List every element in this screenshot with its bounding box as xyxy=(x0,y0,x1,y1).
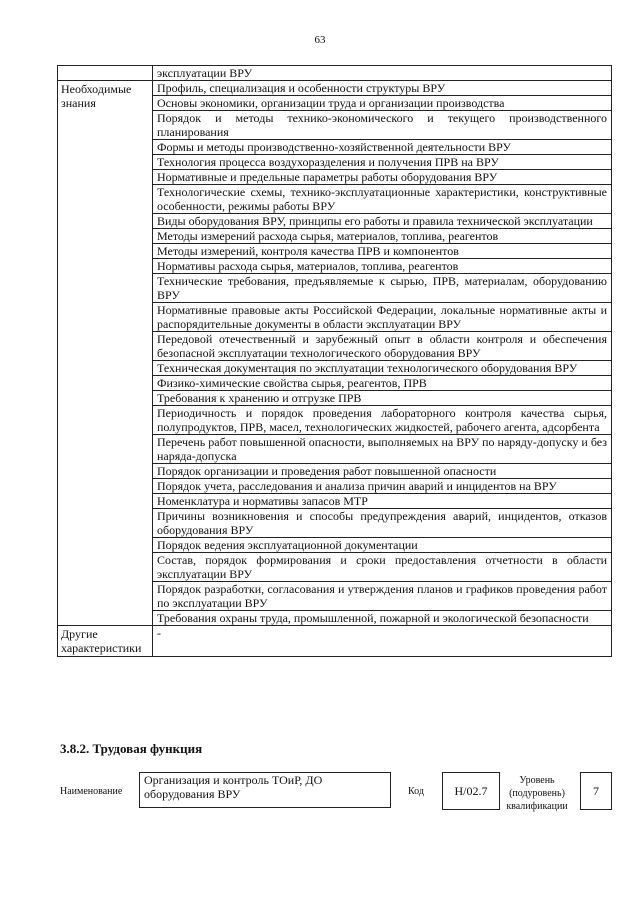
other-characteristics-row xyxy=(58,626,612,657)
knowledge-item: Профиль, специализация и особенности структуры ВРУ xyxy=(153,81,612,96)
function-name-value: Организация и контроль ТОиР, ДО оборудования ВРУ xyxy=(144,773,323,801)
knowledge-row xyxy=(58,81,612,96)
knowledge-item: Состав, порядок формирования и сроки предоставления отчетности в области эксплуатации ВРУ xyxy=(153,553,612,582)
knowledge-item: Технология процесса воздухоразделения и получения ПРВ на ВРУ xyxy=(153,155,612,170)
name-label: Наименование xyxy=(60,786,123,797)
knowledge-item: Порядок учета, расследования и анализа причин аварий и инцидентов на ВРУ xyxy=(153,479,612,494)
knowledge-label: Необходимые знания xyxy=(58,81,153,626)
code-label: Код xyxy=(408,786,424,797)
continuation-row xyxy=(58,66,612,81)
knowledge-item: Требования охраны труда, промышленной, пожарной и экологической безопасности xyxy=(153,611,612,626)
knowledge-item: Нормативы расхода сырья, материалов, топлива, реагентов xyxy=(153,259,612,274)
knowledge-item: Технологические схемы, технико-эксплуатационные характеристики, конструктивные особенности, режимы работы ВРУ xyxy=(153,185,612,214)
knowledge-item: Номенклатура и нормативы запасов МТР xyxy=(153,494,612,509)
knowledge-item: Формы и методы производственно-хозяйственной деятельности ВРУ xyxy=(153,140,612,155)
knowledge-item: Передовой отечественный и зарубежный опыт в области контроля и обеспечения безопасной эксплуатации технологического оборудования ВРУ xyxy=(153,332,612,361)
other-characteristics-label: Другие характеристики xyxy=(58,626,153,657)
continuation-text: эксплуатации ВРУ xyxy=(153,66,612,81)
knowledge-item: Нормативные и предельные параметры работы оборудования ВРУ xyxy=(153,170,612,185)
level-label: Уровень (подуровень) квалификации xyxy=(506,775,568,812)
knowledge-item: Порядок организации и проведения работ повышенной опасности xyxy=(153,464,612,479)
function-name-box xyxy=(139,772,391,808)
code-box xyxy=(442,772,500,810)
code-value: Н/02.7 xyxy=(454,784,488,798)
knowledge-item: Виды оборудования ВРУ, принципы его работы и правила технической эксплуатации xyxy=(153,214,612,229)
knowledge-item: Физико-химические свойства сырья, реагентов, ПРВ xyxy=(153,376,612,391)
knowledge-item: Основы экономики, организации труда и организации производства xyxy=(153,96,612,111)
knowledge-item: Техническая документация по эксплуатации технологического оборудования ВРУ xyxy=(153,361,612,376)
knowledge-item: Методы измерений, контроля качества ПРВ и компонентов xyxy=(153,244,612,259)
knowledge-item: Технические требования, предъявляемые к сырью, ПРВ, материалам, оборудованию ВРУ xyxy=(153,274,612,303)
knowledge-item: Порядок и методы технико-экономического и текущего производственного планирования xyxy=(153,111,612,140)
level-value: 7 xyxy=(593,784,599,798)
section-title: 3.8.2. Трудовая функция xyxy=(60,741,203,756)
requirements-table xyxy=(57,65,612,657)
knowledge-item: Перечень работ повышенной опасности, выполняемых на ВРУ по наряду-допуску и без наряда-допуска xyxy=(153,435,612,464)
level-box xyxy=(580,772,612,810)
knowledge-item: Причины возникновения и способы предупреждения аварий, инцидентов, отказов оборудования ВРУ xyxy=(153,509,612,538)
knowledge-item: Методы измерений расхода сырья, материалов, топлива, реагентов xyxy=(153,229,612,244)
knowledge-item: Порядок разработки, согласования и утверждения планов и графиков проведения работ по эксплуатации ВРУ xyxy=(153,582,612,611)
knowledge-item: Порядок ведения эксплуатационной документации xyxy=(153,538,612,553)
knowledge-item: Периодичность и порядок проведения лабораторного контроля качества сырья, полупродуктов, ПРВ, масел, технологических жидкостей, рабочего агента, адсорбента xyxy=(153,406,612,435)
knowledge-item: Требования к хранению и отгрузке ПРВ xyxy=(153,391,612,406)
requirements-table-body xyxy=(58,66,612,657)
continuation-label-cell xyxy=(58,66,153,81)
knowledge-item: Нормативные правовые акты Российской Федерации, локальные нормативные акты и распорядительные документы в области эксплуатации ВРУ xyxy=(153,303,612,332)
other-characteristics-value: - xyxy=(153,626,612,657)
page-number: 63 xyxy=(314,34,326,46)
